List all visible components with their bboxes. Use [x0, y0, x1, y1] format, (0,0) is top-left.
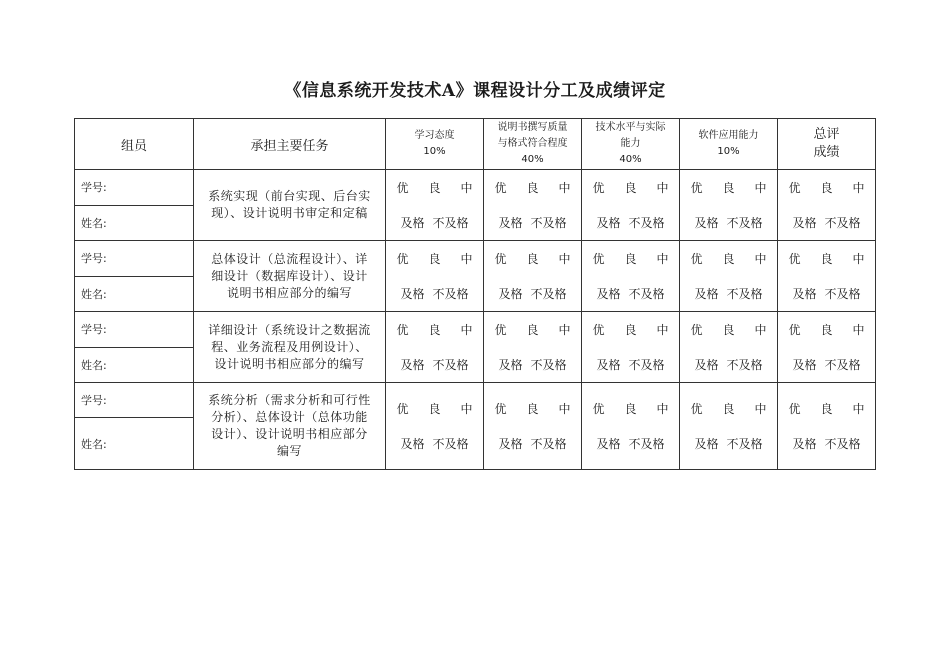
- grade-option[interactable]: 不及格: [824, 357, 861, 372]
- student-id-field[interactable]: [75, 170, 194, 206]
- grade-option[interactable]: 良: [624, 322, 637, 337]
- header-task: 承担主要任务: [194, 119, 386, 170]
- grade-option[interactable]: 中: [852, 322, 865, 337]
- grade-option[interactable]: 及格: [596, 436, 621, 451]
- grade-option[interactable]: 中: [656, 251, 669, 266]
- grade-option[interactable]: 中: [656, 401, 669, 416]
- student-id-label: 学号:: [81, 181, 107, 195]
- grade-options[interactable]: [484, 312, 582, 383]
- grade-options-low: [680, 347, 777, 382]
- grade-option[interactable]: 中: [558, 251, 571, 266]
- grade-option[interactable]: 及格: [498, 436, 523, 451]
- grade-option[interactable]: 优: [494, 180, 507, 195]
- header-criterion-technical: [582, 119, 680, 170]
- student-id-label: 学号:: [81, 252, 107, 266]
- grade-options-low: [484, 205, 581, 240]
- grade-option[interactable]: 及格: [596, 357, 621, 372]
- grade-option[interactable]: 优: [494, 401, 507, 416]
- criterion-name: 能力: [620, 138, 641, 149]
- grade-options-high: [484, 170, 581, 205]
- grade-options-high: [386, 391, 483, 426]
- student-id-field[interactable]: [75, 383, 194, 418]
- grade-option[interactable]: 中: [852, 251, 865, 266]
- grade-options-high: [582, 312, 679, 347]
- grade-option[interactable]: 不及格: [628, 436, 665, 451]
- member-row: [75, 383, 876, 418]
- criterion-weight: 40%: [619, 154, 642, 165]
- criterion-name: 软件应用能力: [698, 130, 759, 141]
- criterion-name: 与格式符合程度: [497, 138, 568, 149]
- criterion-weight: 40%: [521, 154, 544, 165]
- grade-option[interactable]: 及格: [400, 357, 425, 372]
- header-row: [75, 119, 876, 170]
- grade-options[interactable]: [680, 170, 778, 241]
- grade-option[interactable]: 优: [592, 251, 605, 266]
- grade-options-high: [484, 312, 581, 347]
- student-id-label: 学号:: [81, 394, 107, 407]
- grade-options[interactable]: [582, 170, 680, 241]
- header-criterion-documentation: [484, 119, 582, 170]
- grade-option[interactable]: 及格: [694, 357, 719, 372]
- grade-option[interactable]: 优: [396, 180, 409, 195]
- task-line: 程、业务流程及用例设计）、: [211, 339, 368, 354]
- grade-option[interactable]: 不及格: [530, 286, 567, 301]
- grade-option[interactable]: 不及格: [530, 357, 567, 372]
- grade-options-high: [386, 170, 483, 205]
- grade-option[interactable]: 不及格: [726, 357, 763, 372]
- grade-options[interactable]: [484, 170, 582, 241]
- grade-option[interactable]: 优: [788, 401, 801, 416]
- grade-option[interactable]: 良: [526, 401, 539, 416]
- grade-options-low: [680, 205, 777, 240]
- grade-options[interactable]: [582, 383, 680, 470]
- grade-options[interactable]: [778, 241, 876, 312]
- task-line: 编写: [276, 444, 302, 458]
- grade-option[interactable]: 中: [558, 401, 571, 416]
- task-line: 系统实现（前台实现、后台实: [208, 189, 371, 203]
- grade-options[interactable]: [680, 383, 778, 470]
- header-criterion-software: [680, 119, 778, 170]
- criterion-name: 技术水平与实际: [595, 122, 666, 133]
- grade-options[interactable]: [386, 170, 484, 241]
- grade-options-low: [778, 205, 875, 240]
- task-description: [194, 170, 386, 241]
- grade-option[interactable]: 良: [428, 180, 441, 195]
- grade-option[interactable]: 不及格: [824, 215, 861, 230]
- grade-option[interactable]: 优: [690, 180, 703, 195]
- grade-option[interactable]: 不及格: [726, 286, 763, 301]
- grade-options-low: [778, 426, 875, 461]
- grade-option[interactable]: 中: [852, 180, 865, 195]
- grade-options[interactable]: [386, 241, 484, 312]
- task-line: 现）、设计说明书审定和定稿: [211, 206, 368, 220]
- grade-option[interactable]: 及格: [694, 215, 719, 230]
- grade-option[interactable]: 良: [820, 322, 833, 337]
- grade-options[interactable]: [680, 241, 778, 312]
- grade-options[interactable]: [680, 312, 778, 383]
- grade-option[interactable]: 优: [788, 322, 801, 337]
- grade-option[interactable]: 优: [396, 251, 409, 266]
- grade-options[interactable]: [582, 312, 680, 383]
- grade-option[interactable]: 良: [722, 180, 735, 195]
- member-row: [75, 241, 876, 277]
- grade-option[interactable]: 及格: [400, 286, 425, 301]
- grade-options-low: [484, 347, 581, 382]
- grade-option[interactable]: 中: [460, 180, 473, 195]
- student-name-field[interactable]: [75, 276, 194, 312]
- grade-option[interactable]: 中: [754, 180, 767, 195]
- grade-option[interactable]: 良: [526, 180, 539, 195]
- task-line: 细设计（数据库设计）、设计: [211, 268, 368, 283]
- grade-option[interactable]: 不及格: [530, 436, 567, 451]
- grade-option[interactable]: 良: [624, 401, 637, 416]
- grade-options-high: [582, 391, 679, 426]
- grade-option[interactable]: 及格: [792, 215, 817, 230]
- grade-option[interactable]: 良: [722, 251, 735, 266]
- grade-options-high: [386, 241, 483, 276]
- grade-options-high: [582, 241, 679, 276]
- grade-options-high: [778, 312, 875, 347]
- grade-option[interactable]: 及格: [694, 436, 719, 451]
- grade-option[interactable]: 不及格: [628, 215, 665, 230]
- grade-options[interactable]: [582, 241, 680, 312]
- grade-options-low: [484, 276, 581, 311]
- grade-option[interactable]: 优: [494, 322, 507, 337]
- grading-table: [74, 118, 876, 470]
- grade-option[interactable]: 中: [754, 322, 767, 337]
- grade-option[interactable]: 中: [558, 322, 571, 337]
- grade-option[interactable]: 不及格: [726, 215, 763, 230]
- grade-options-low: [582, 276, 679, 311]
- grade-option[interactable]: 及格: [792, 436, 817, 451]
- grade-options-low: [582, 347, 679, 382]
- grade-option[interactable]: 及格: [596, 286, 621, 301]
- grade-options[interactable]: [778, 312, 876, 383]
- grade-option[interactable]: 良: [428, 401, 441, 416]
- task-line: 设计）、设计说明书相应部分: [211, 427, 368, 441]
- grade-options-high: [778, 170, 875, 205]
- member-row: [75, 312, 876, 348]
- criterion-weight: 10%: [717, 146, 740, 157]
- grade-option[interactable]: 不及格: [824, 436, 861, 451]
- grade-options-low: [386, 347, 483, 382]
- grade-options-low: [582, 205, 679, 240]
- grade-option[interactable]: 良: [526, 322, 539, 337]
- grade-option[interactable]: 良: [820, 401, 833, 416]
- grade-options-low: [680, 276, 777, 311]
- grade-option[interactable]: 及格: [498, 215, 523, 230]
- task-line: 分析）、总体设计（总体功能: [211, 410, 368, 424]
- grade-option[interactable]: 良: [624, 180, 637, 195]
- grade-option[interactable]: 优: [396, 401, 409, 416]
- grade-option[interactable]: 优: [788, 251, 801, 266]
- grade-options-low: [680, 426, 777, 461]
- grade-option[interactable]: 及格: [792, 286, 817, 301]
- header-member: 组员: [75, 119, 194, 170]
- grade-options-low: [386, 276, 483, 311]
- task-description: [194, 312, 386, 383]
- grade-option[interactable]: 良: [624, 251, 637, 266]
- student-name-label: 姓名:: [81, 287, 107, 301]
- grade-options[interactable]: [386, 312, 484, 383]
- grade-option[interactable]: 中: [852, 401, 865, 416]
- grade-options-high: [680, 170, 777, 205]
- grade-option[interactable]: 及格: [596, 215, 621, 230]
- grade-options[interactable]: [484, 241, 582, 312]
- grade-options-high: [680, 312, 777, 347]
- grade-option[interactable]: 不及格: [432, 286, 469, 301]
- grade-option[interactable]: 及格: [498, 357, 523, 372]
- grade-option[interactable]: 优: [592, 180, 605, 195]
- grade-options-low: [386, 426, 483, 461]
- criterion-name: 说明书撰写质量: [497, 122, 568, 133]
- grade-option[interactable]: 优: [396, 322, 409, 337]
- grade-option[interactable]: 中: [656, 322, 669, 337]
- grade-option[interactable]: 良: [820, 251, 833, 266]
- total-line: 成绩: [813, 145, 840, 160]
- grade-options-high: [778, 391, 875, 426]
- task-description: [194, 383, 386, 470]
- grade-option[interactable]: 优: [690, 251, 703, 266]
- grade-option[interactable]: 及格: [498, 286, 523, 301]
- student-name-label: 姓名:: [81, 437, 107, 451]
- grade-option[interactable]: 良: [820, 180, 833, 195]
- grade-options-high: [386, 312, 483, 347]
- grade-option[interactable]: 不及格: [432, 357, 469, 372]
- grade-option[interactable]: 不及格: [530, 215, 567, 230]
- task-line: 总体设计（总流程设计）、详: [211, 251, 368, 266]
- grade-options[interactable]: [778, 170, 876, 241]
- grade-option[interactable]: 良: [722, 401, 735, 416]
- criterion-name: 学习态度: [414, 130, 455, 141]
- grade-options-low: [778, 276, 875, 311]
- task-line: 说明书相应部分的编写: [226, 285, 352, 300]
- grade-options-high: [484, 241, 581, 276]
- student-name-field[interactable]: [75, 205, 194, 241]
- grade-option[interactable]: 及格: [694, 286, 719, 301]
- grade-options-high: [680, 241, 777, 276]
- grade-options-high: [778, 241, 875, 276]
- member-row: [75, 170, 876, 206]
- grade-option[interactable]: 不及格: [432, 436, 469, 451]
- grade-option[interactable]: 良: [526, 251, 539, 266]
- grade-option[interactable]: 中: [754, 401, 767, 416]
- student-id-field[interactable]: [75, 241, 194, 277]
- grade-options[interactable]: [778, 383, 876, 470]
- grade-option[interactable]: 良: [428, 251, 441, 266]
- grade-options-high: [680, 391, 777, 426]
- grade-option[interactable]: 优: [690, 401, 703, 416]
- criterion-weight: 10%: [423, 146, 446, 157]
- student-name-label: 姓名:: [81, 358, 107, 372]
- header-total: [778, 119, 876, 170]
- grade-option[interactable]: 优: [690, 322, 703, 337]
- grade-option[interactable]: 不及格: [628, 357, 665, 372]
- grade-option[interactable]: 中: [460, 401, 473, 416]
- grade-options-low: [484, 426, 581, 461]
- grade-option[interactable]: 优: [592, 401, 605, 416]
- grade-option[interactable]: 不及格: [824, 286, 861, 301]
- grade-option[interactable]: 中: [754, 251, 767, 266]
- header-criterion-attitude: [386, 119, 484, 170]
- student-id-field[interactable]: [75, 312, 194, 348]
- task-description: [194, 241, 386, 312]
- grade-option[interactable]: 不及格: [628, 286, 665, 301]
- student-name-field[interactable]: [75, 347, 194, 383]
- student-name-label: 姓名:: [81, 216, 107, 230]
- grade-options-high: [484, 391, 581, 426]
- grade-option[interactable]: 及格: [792, 357, 817, 372]
- task-line: 系统分析（需求分析和可行性: [208, 393, 371, 407]
- student-id-label: 学号:: [81, 323, 107, 337]
- grade-option[interactable]: 中: [460, 322, 473, 337]
- task-line: 详细设计（系统设计之数据流: [208, 322, 371, 337]
- grade-option[interactable]: 良: [428, 322, 441, 337]
- task-line: 设计说明书相应部分的编写: [214, 356, 365, 371]
- grade-option[interactable]: 优: [494, 251, 507, 266]
- grade-option[interactable]: 优: [592, 322, 605, 337]
- grade-option[interactable]: 中: [558, 180, 571, 195]
- grade-option[interactable]: 中: [460, 251, 473, 266]
- grade-option[interactable]: 优: [788, 180, 801, 195]
- document-title: 《信息系统开发技术A》课程设计分工及成绩评定: [284, 81, 666, 101]
- grade-options-low: [778, 347, 875, 382]
- grade-options-high: [582, 170, 679, 205]
- student-name-field[interactable]: [75, 418, 194, 470]
- grade-option[interactable]: 及格: [400, 436, 425, 451]
- grade-options-low: [386, 205, 483, 240]
- grade-option[interactable]: 不及格: [432, 215, 469, 230]
- grade-option[interactable]: 及格: [400, 215, 425, 230]
- grade-options[interactable]: [484, 383, 582, 470]
- grade-options-low: [582, 426, 679, 461]
- grade-option[interactable]: 中: [656, 180, 669, 195]
- grade-options[interactable]: [386, 383, 484, 470]
- total-line: 总评: [813, 127, 840, 142]
- grade-option[interactable]: 不及格: [726, 436, 763, 451]
- grade-option[interactable]: 良: [722, 322, 735, 337]
